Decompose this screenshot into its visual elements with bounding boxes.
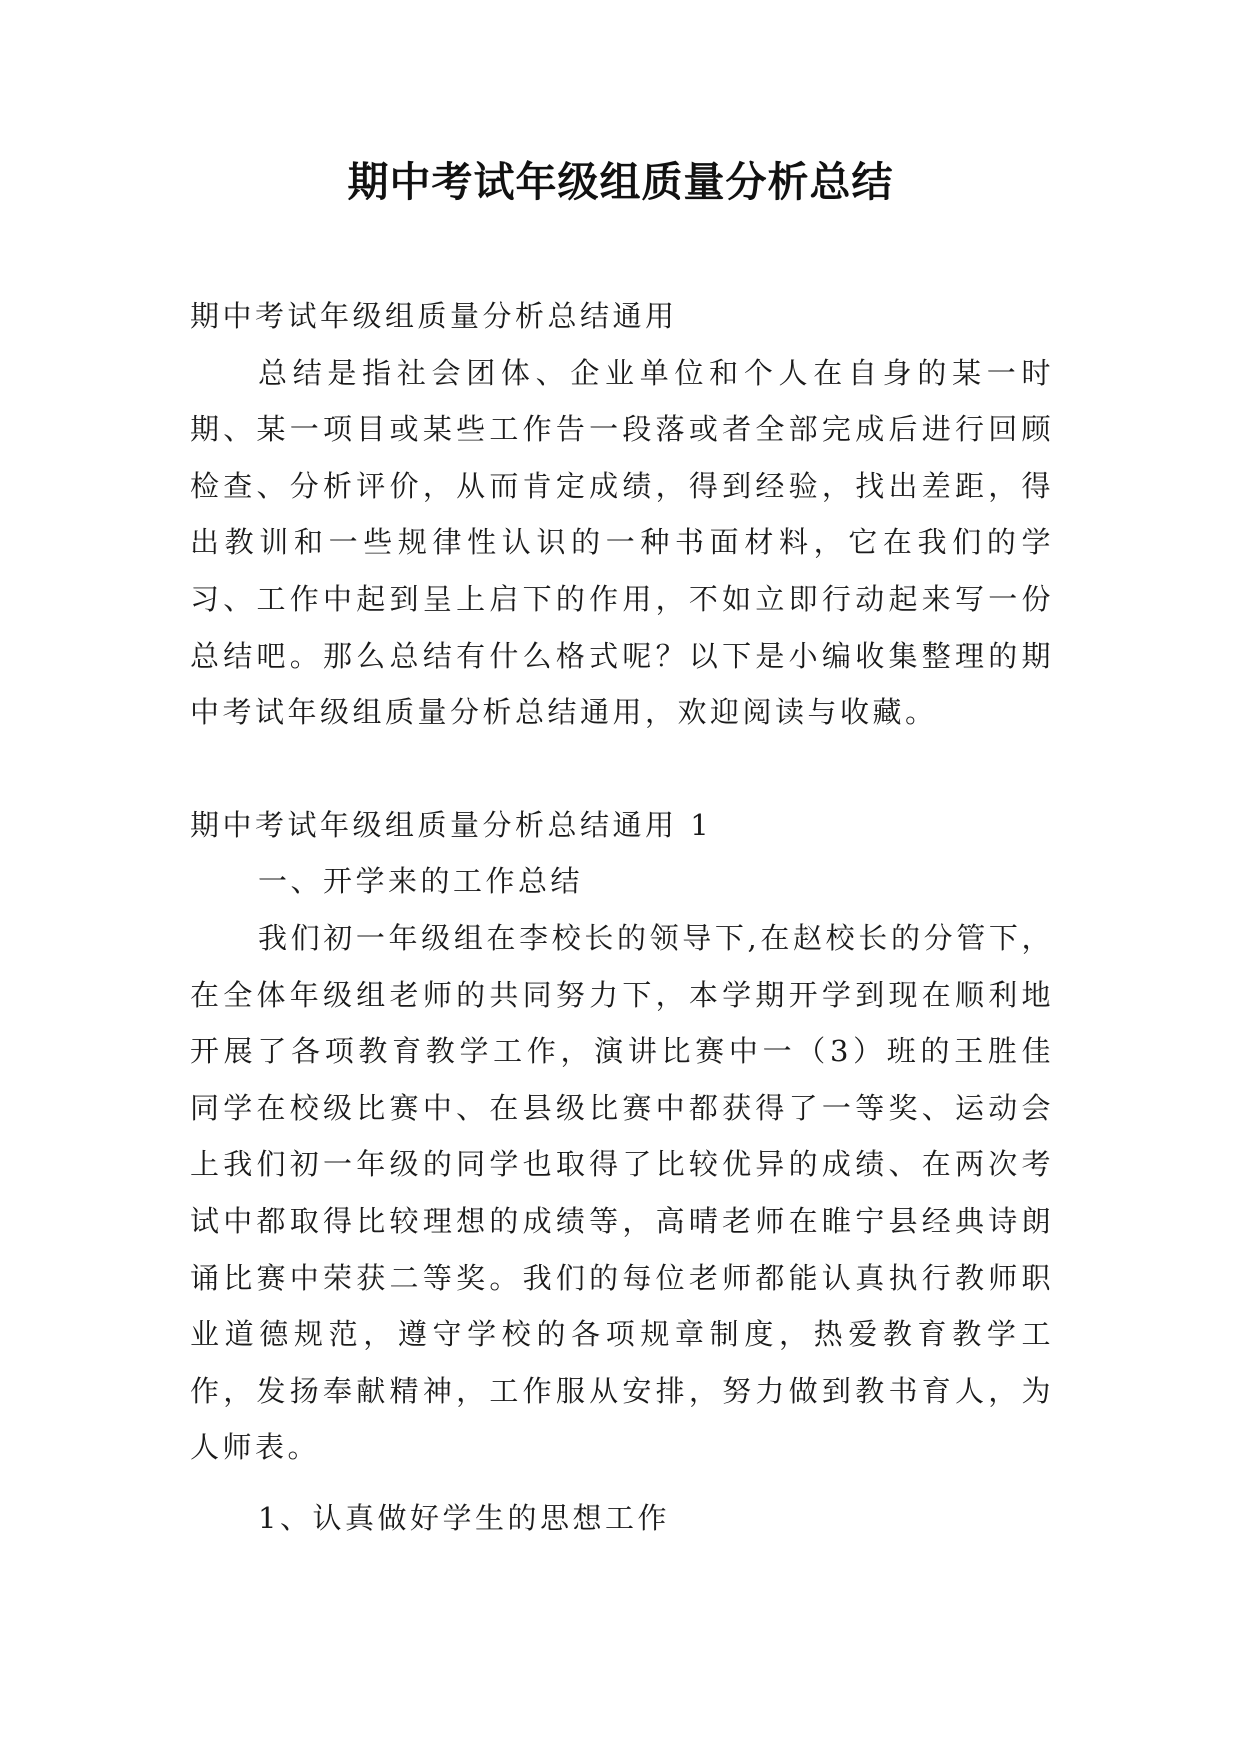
section-heading: 一、开学来的工作总结 <box>258 864 584 899</box>
section-title: 期中考试年级组质量分析总结通用 1 <box>190 807 713 842</box>
subsection-heading: 1、认真做好学生的思想工作 <box>258 1500 670 1535</box>
document-subtitle: 期中考试年级组质量分析总结通用 <box>190 299 678 333</box>
body-paragraph: 我们初一年级组在李校长的领导下,在赵校长的分管下，在全体年级组老师的共同努力下，本学期开学到现在顺利地开展了各项教育教学工作，演讲比赛中一（3）班的王胜佳同学在校级比赛中、在县级比赛中都获得了一等奖、运动会上我们初一年级的同学也取得了比较优异的成绩、在两次考试中都取得比较理想的成绩等，高晴老师在睢宁县经典诗朗诵比赛中荣获二等奖。我们的每位老师都能认真执行教师职业道德规范，遵守学校的各项规章制度，热爱教育教学工作，发扬奉献精神，工作服从安排，努力做到教书育人，为人师表。 <box>190 920 1054 1465</box>
document-body <box>190 288 1054 1546</box>
intro-paragraph: 总结是指社会团体、企业单位和个人在自身的某一时期、某一项目或某些工作告一段落或者全部完成后进行回顾检查、分析评价，从而肯定成绩，得到经验，找出差距，得出教训和一些规律性认识的一种书面材料，它在我们的学习、工作中起到呈上启下的作用，不如立即行动起来写一份总结吧。那么总结有什么格式呢？以下是小编收集整理的期中考试年级组质量分析总结通用，欢迎阅读与收藏。 <box>190 355 1054 730</box>
document-title: 期中考试年级组质量分析总结 <box>347 158 894 206</box>
